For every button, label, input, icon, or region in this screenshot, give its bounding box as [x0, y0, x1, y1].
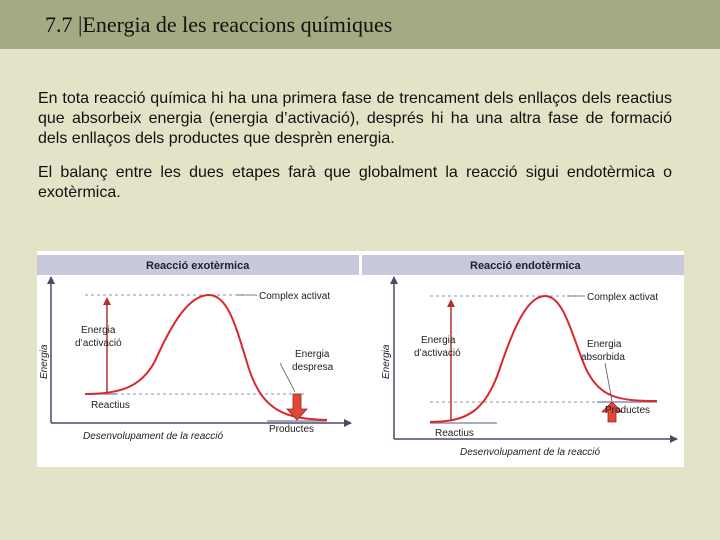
endothermic-activation-label-1: Energia [421, 335, 456, 346]
endothermic-title: Reacció endotèrmica [470, 260, 581, 272]
exothermic-energy-label-1: Energia [295, 349, 330, 360]
endothermic-complex-label: Complex activat [587, 292, 659, 303]
endothermic-x-axis-label: Desenvolupament de la reacció [460, 447, 601, 458]
exothermic-products-label: Productes [269, 424, 315, 435]
endothermic-activation-label-2: d’activació [414, 348, 461, 359]
exothermic-activation-label-2: d’activació [75, 338, 122, 349]
endothermic-energy-label-1: Energia [587, 339, 622, 350]
exothermic-panel [37, 255, 359, 442]
energy-diagram-figure [37, 251, 684, 467]
exothermic-title: Reacció exotèrmica [146, 260, 250, 272]
paragraph-intro: En tota reacció química hi ha una primera fase de trencament dels enllaços dels reactius que absorbeix energia (energia d’activació), després hi ha una altra fase de formació dels enllaços dels productes que desprèn energia. [38, 90, 672, 147]
exothermic-complex-label: Complex activat [259, 291, 331, 302]
exothermic-activation-label-1: Energia [81, 325, 116, 336]
endothermic-energy-label-2: absorbida [581, 352, 625, 363]
exothermic-energy-label-2: despresa [292, 362, 334, 373]
exothermic-reactants-label: Reactius [91, 400, 130, 411]
paragraph-balance: El balanç entre les dues etapes farà que globalment la reacció sigui endotèrmica o exotèrmica. [38, 164, 672, 201]
exothermic-y-axis-label: Energia [39, 344, 50, 379]
endothermic-y-axis-label: Energia [381, 344, 392, 379]
exothermic-x-axis-label: Desenvolupament de la reacció [83, 431, 224, 442]
slide-title: 7.7 |Energia de les reaccions químiques [45, 12, 393, 37]
endothermic-reactants-label: Reactius [435, 428, 474, 439]
endothermic-products-label: Productes [605, 405, 651, 416]
energy-diagrams [37, 251, 684, 467]
endothermic-panel [362, 255, 684, 458]
